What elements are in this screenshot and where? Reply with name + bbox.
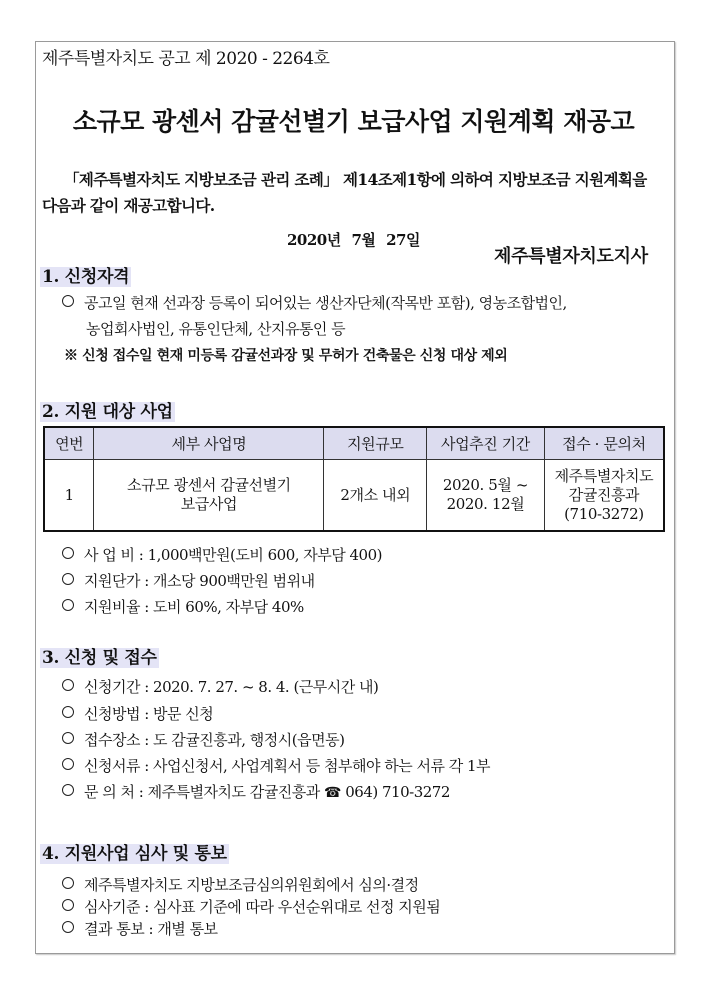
section-3-heading: 3. 신청 및 접수 [42,648,157,668]
document-title: 소규모 광센서 감귤선별기 보급사업 지원계획 재공고 [72,107,635,136]
circle-bullet-icon [62,921,74,933]
circle-bullet-icon [62,784,74,796]
column-header: 연번 [44,427,94,460]
circle-bullet-icon [62,547,74,559]
notice-number: 제주특별자치도 공고 제 2020 - 2264호 [42,49,330,69]
list-item: 접수장소 : 도 감귤진흥과, 행정시(읍면동) [62,729,344,750]
cell-project-name: 소규모 광센서 감귤선별기 보급사업 [94,460,324,532]
circle-bullet-icon [62,599,74,611]
circle-bullet-icon [62,899,74,911]
circle-bullet-icon [62,877,74,889]
list-item: 심사기준 : 심사표 기준에 따라 우선순위대로 선정 지원됨 [62,896,440,917]
circle-bullet-icon [62,706,74,718]
circle-bullet-icon [62,295,74,307]
circle-bullet-icon [62,679,74,691]
cell-contact: 제주특별자치도 감귤진흥과 (710-3272) [544,460,664,532]
table-header-row [44,427,664,460]
circle-bullet-icon [62,732,74,744]
cell-scale: 2개소 내외 [324,460,427,532]
telephone-icon: ☎ [324,785,341,801]
circle-bullet-icon [62,573,74,585]
list-item: 지원단가 : 개소당 900백만원 범위내 [62,570,315,591]
list-item: 공고일 현재 선과장 등록이 되어있는 생산자단체(작목반 포함), 영농조합법인, [62,292,567,313]
list-item-contact: 문 의 처 : 제주특별자치도 감귤진흥과 ☎ 064) 710-3272 [62,781,450,802]
list-item: 지원비율 : 도비 60%, 자부담 40% [62,596,304,617]
list-item: 신청서류 : 사업신청서, 사업계획서 등 첨부해야 하는 서류 각 1부 [62,755,490,776]
intro-text-line1: 「제주특별자치도 지방보조금 관리 조례」 제14조제1항에 의하여 지방보조금 지원계획을 [64,170,647,189]
list-item: 결과 통보 : 개별 통보 [62,918,218,939]
list-item: 제주특별자치도 지방보조금심의위원회에서 심의·결정 [62,874,419,895]
list-item-continuation: 농업회사법인, 유통인단체, 산지유통인 등 [86,320,346,338]
column-header: 세부 사업명 [94,427,324,460]
circle-bullet-icon [62,758,74,770]
section-2-heading: 2. 지원 대상 사업 [42,402,173,422]
exclusion-note: ※ 신청 접수일 현재 미등록 감귤선과장 및 무허가 건축물은 신청 대상 제외 [64,348,508,364]
cell-period: 2020. 5월 ~ 2020. 12월 [427,460,545,532]
intro-text-line2: 다음과 같이 재공고합니다. [42,196,215,215]
section-1-heading: 1. 신청자격 [42,267,130,287]
notice-date: 2020년 7월 27일 [287,231,420,249]
column-header: 사업추진 기간 [427,427,545,460]
cell-number: 1 [44,460,94,532]
support-project-table [43,426,665,532]
list-item: 사 업 비 : 1,000백만원(도비 600, 자부담 400) [62,544,382,565]
column-header: 접수 · 문의처 [544,427,664,460]
contact-phone: 064) 710-3272 [345,783,450,801]
section-4-heading: 4. 지원사업 심사 및 통보 [42,844,227,864]
column-header: 지원규모 [324,427,427,460]
table-row [44,460,664,532]
issuer-name: 제주특별자치도지사 [494,246,648,267]
list-item: 신청기간 : 2020. 7. 27. ~ 8. 4. (근무시간 내) [62,676,378,697]
list-item: 신청방법 : 방문 신청 [62,703,213,724]
